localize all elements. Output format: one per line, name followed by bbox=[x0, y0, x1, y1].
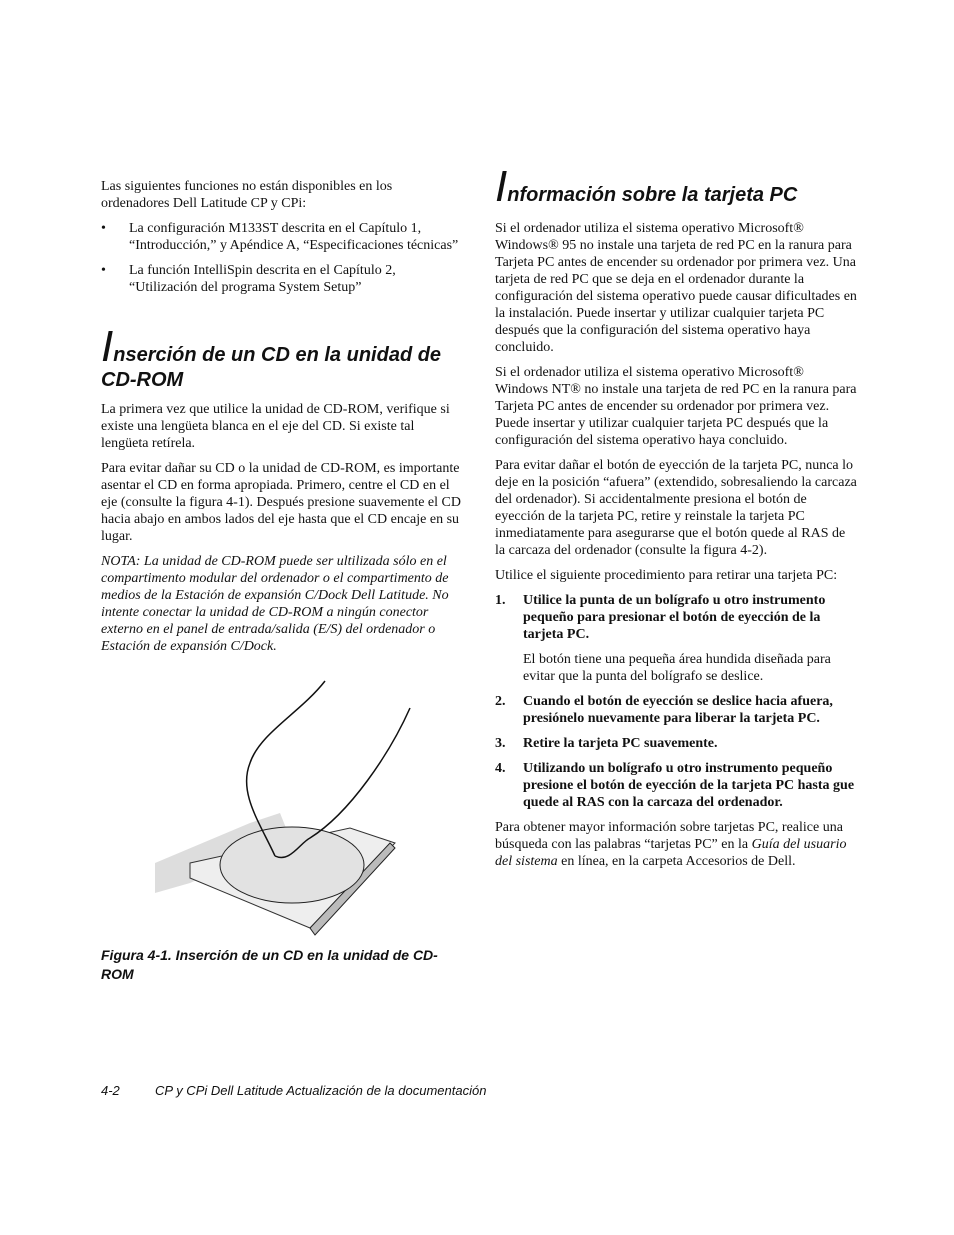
step-number: 3. bbox=[495, 736, 506, 751]
step-text: Cuando el botón de eyección se deslice hacia afuera, presiónelo nuevamente para liberar la tarjeta PC. bbox=[523, 694, 833, 726]
step-number: 1. bbox=[495, 593, 506, 608]
step-item bbox=[495, 760, 857, 811]
intro-paragraph: Las siguientes funciones no están disponibles en los ordenadores Dell Latitude CP y CPi: bbox=[101, 179, 393, 211]
cd-insertion-illustration bbox=[150, 673, 460, 938]
step-item bbox=[495, 693, 857, 727]
step-item bbox=[495, 735, 857, 752]
text: en línea, en la carpeta Accesorios de Dell. bbox=[557, 854, 796, 869]
right-column bbox=[495, 162, 857, 878]
figure-caption: Figura 4-1. Inserción de un CD en la unidad de CD-ROM bbox=[101, 947, 438, 982]
paragraph: Para evitar dañar el botón de eyección de la tarjeta PC, nunca lo deje en la posición “afuera” (extendido, sobresaliendo la carcaza del ordenador). Si accidentalmente presiona el botón de eyección de la tarjeta PC, retire y reinstale la tarjeta PC inmediatamente para asegurarse que el botón quede al RAS de la carcaza del ordenador (consulte la figura 4-2). bbox=[495, 458, 857, 558]
bullet-item: • La configuración M133ST descrita en el Capítulo 1, “Introducción,” y Apéndice A, “Especificaciones técnicas” bbox=[101, 220, 463, 254]
step-item bbox=[495, 592, 857, 643]
footer-title: CP y CPi Dell Latitude Actualización de la documentación bbox=[155, 1083, 487, 1098]
guide-title: Guía del usuario del sistema bbox=[495, 837, 847, 869]
step-text: Utilice la punta de un bolígrafo u otro instrumento pequeño para presionar el botón de eyección de la tarjeta PC. bbox=[523, 593, 826, 642]
heading-text: nserción de un CD en la unidad de CD-ROM bbox=[101, 344, 442, 391]
left-column bbox=[101, 178, 463, 992]
heading-text: nformación sobre la tarjeta PC bbox=[507, 184, 798, 206]
paragraph bbox=[495, 819, 857, 870]
text: Para obtener mayor información sobre tarjetas PC, realice una búsqueda con las palabras “tarjetas PC” en la bbox=[495, 820, 843, 852]
step-note: El botón tiene una pequeña área hundida diseñada para evitar que la punta del bolígrafo se deslice. bbox=[523, 652, 831, 684]
paragraph: Utilice el siguiente procedimiento para retirar una tarjeta PC: bbox=[495, 568, 838, 583]
drop-cap: I bbox=[101, 322, 114, 371]
paragraph: La primera vez que utilice la unidad de CD-ROM, verifique si existe una lengüeta blanca en el eje del CD. Si existe tal lengüeta retírela. bbox=[101, 402, 450, 451]
paragraph: Para evitar dañar su CD o la unidad de CD-ROM, es importante asentar el CD en forma apropiada. Primero, centre el CD en el eje (consulte la figura 4-1). Después presione suavemente el CD hacia abajo en ambos lados del eje hasta que el CD encaje en su lugar. bbox=[101, 461, 461, 544]
cd-disc bbox=[220, 827, 364, 903]
paragraph: Si el ordenador utiliza el sistema operativo Microsoft® Windows® 95 no instale una tarjeta de red PC en la ranura para Tarjeta PC antes de encender su ordenador por primera vez. Una tarjeta de red PC que se deja en el ordenador durante la configuración del sistema operativo puede causar dificultades en la instalación. Puede insertar y utilizar cualquier tarjeta PC después que la configuración del sistema operativo haya concluido. bbox=[495, 221, 857, 355]
paragraph: Si el ordenador utiliza el sistema operativo Microsoft® Windows NT® no instale una tarjeta de red PC en la ranura para Tarjeta PC antes de encender su ordenador por primera vez. Puede insertar y utilizar cualquier tarjeta PC después que la configuración del sistema operativo haya concluido. bbox=[495, 365, 857, 448]
step-number: 2. bbox=[495, 694, 506, 709]
section-heading-cd bbox=[101, 322, 451, 393]
note: NOTA: La unidad de CD-ROM puede ser ultilizada sólo en el compartimento modular del ordenador o el compartimento de medios de la Estación de expansión C/Dock Dell Latitude. No intente conectar la unidad de CD-ROM a ningún conector externo en el panel de entrada/salida (E/S) del ordenador o Estación de expansión C/Dock. bbox=[101, 554, 449, 654]
section-heading-pc-card bbox=[495, 162, 857, 211]
step-number: 4. bbox=[495, 761, 506, 776]
step-text: Retire la tarjeta PC suavemente. bbox=[523, 736, 718, 751]
drop-cap: I bbox=[495, 162, 508, 211]
page-number: 4-2 bbox=[101, 1083, 120, 1098]
bullet-item: • La función IntelliSpin descrita en el Capítulo 2, “Utilización del programa System Setup” bbox=[101, 262, 463, 296]
step-text: Utilizando un bolígrafo u otro instrumento pequeño presione el botón de eyección de la tarjeta PC hasta gue quede al RAS con la carcaza del ordenador. bbox=[523, 761, 855, 810]
